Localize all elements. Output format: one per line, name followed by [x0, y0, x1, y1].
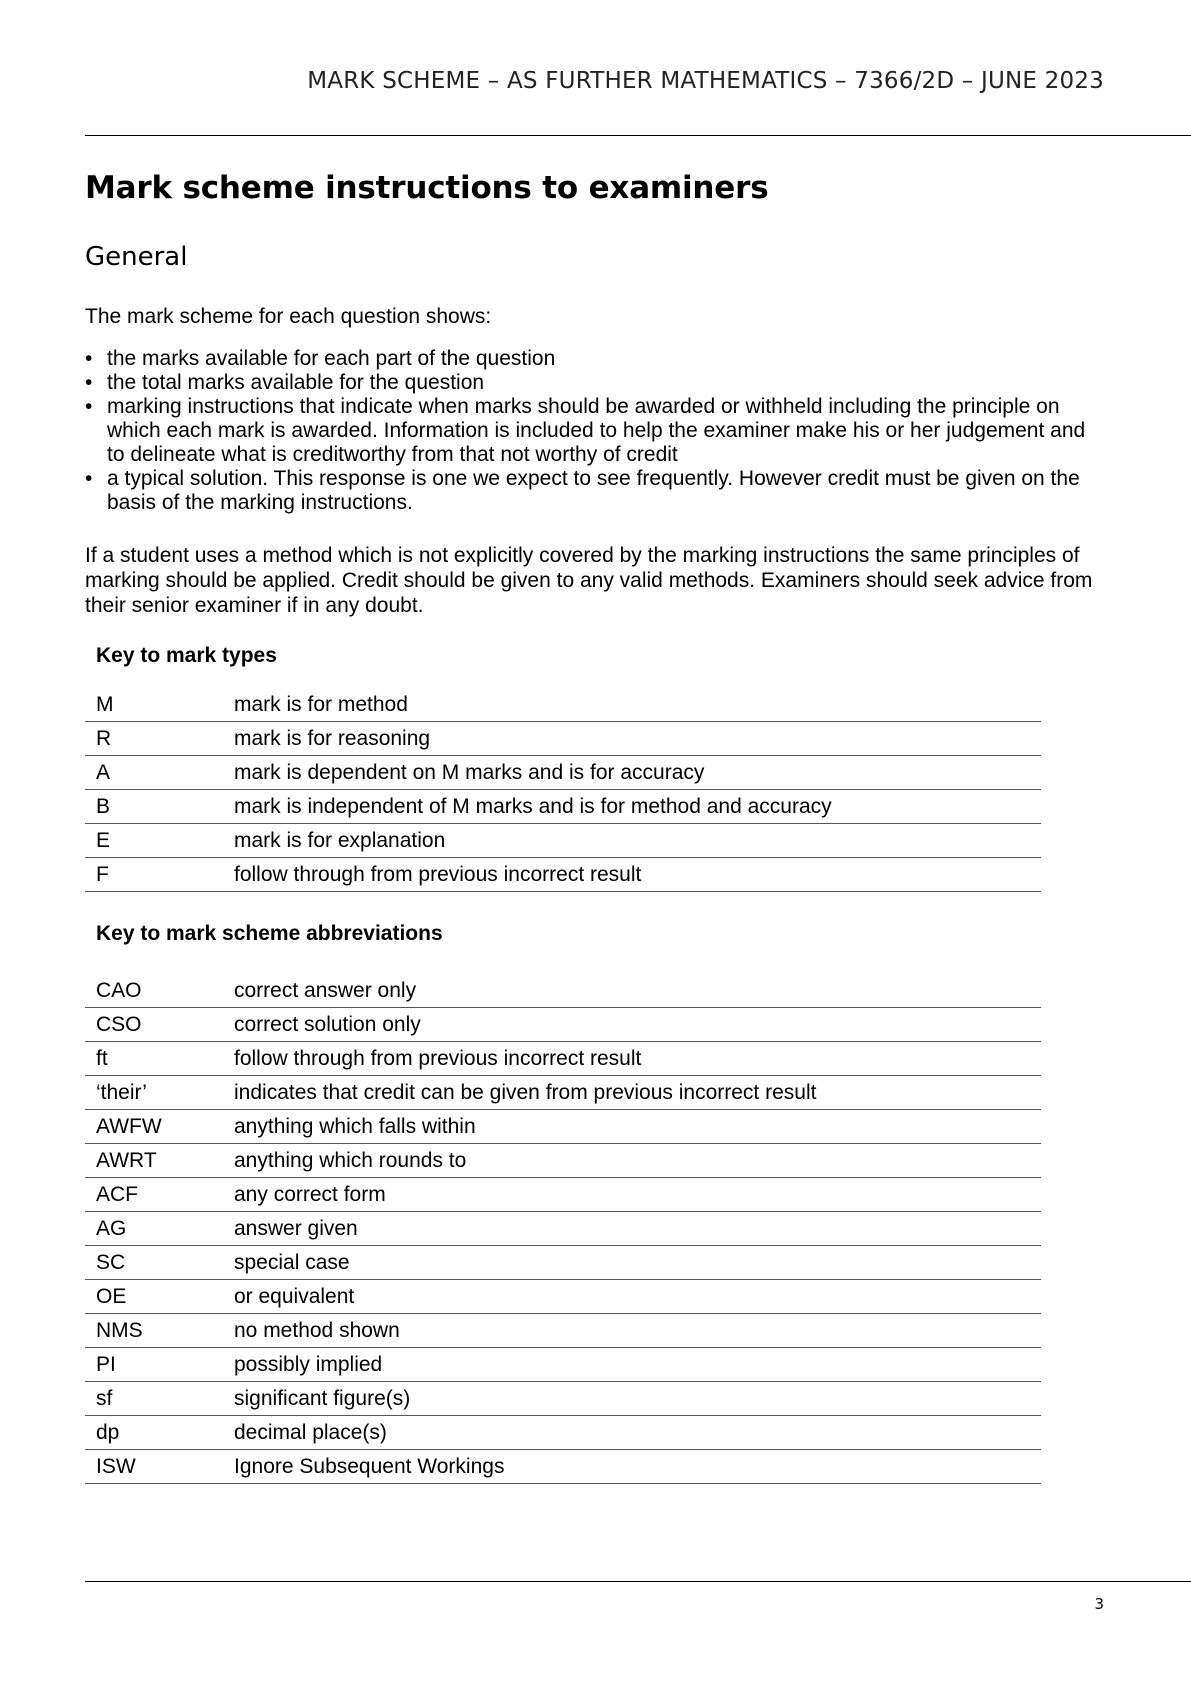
mark-meaning: mark is independent of M marks and is for method and accuracy: [234, 790, 1041, 824]
table-row: [85, 688, 1041, 722]
abbreviation-meaning: correct answer only: [234, 978, 417, 1002]
abbreviation-code: AWFW: [85, 1110, 234, 1144]
abbreviation-meaning: significant figure(s): [234, 1382, 1041, 1416]
abbreviation-code: AWRT: [85, 1144, 234, 1178]
abbreviation-code: sf: [85, 1382, 234, 1416]
mark-scheme-contents-list: [85, 347, 1105, 515]
page-content: [85, 170, 1105, 1484]
abbreviation-code: AG: [85, 1212, 234, 1246]
mark-meaning: mark is for explanation: [234, 824, 1041, 858]
abbreviation-code: CSO: [85, 1008, 234, 1042]
abbreviation-code: ft: [85, 1042, 234, 1076]
mark-meaning: mark is for reasoning: [234, 722, 1041, 756]
list-item: • the marks available for each part of the question: [85, 347, 1105, 371]
table-row: [85, 790, 1041, 824]
abbreviation-code: NMS: [85, 1314, 234, 1348]
abbreviation-meaning: correct solution only: [234, 1008, 1041, 1042]
table-row: [85, 1280, 1041, 1314]
abbreviation-meaning: decimal place(s): [234, 1416, 1041, 1450]
mark-code: B: [85, 790, 234, 824]
table-row: [85, 1178, 1041, 1212]
mark-meaning: mark is for method: [234, 692, 408, 716]
table-row: [85, 1076, 1041, 1110]
abbreviation-meaning: possibly implied: [234, 1348, 1041, 1382]
table-row: [85, 858, 1041, 892]
method-guidance-paragraph: If a student uses a method which is not explicitly covered by the marking instructions the same principles of marking should be applied. Credit should be given to any valid methods. Examiners should seek advice from their senior examiner if in any doubt.: [85, 544, 1093, 617]
list-item: • a typical solution. This response is one we expect to see frequently. However credit must be given on the basis of the marking instructions.: [85, 467, 1105, 515]
table-row: [85, 1008, 1041, 1042]
abbreviation-code: ‘their’: [85, 1076, 234, 1110]
table-row: [85, 1450, 1041, 1484]
mark-types-title: Key to mark types: [96, 644, 277, 667]
table-row: [85, 1144, 1041, 1178]
table-row: [85, 1416, 1041, 1450]
running-header: MARK SCHEME – AS FURTHER MATHEMATICS – 7366/2D – JUNE 2023: [307, 68, 1104, 94]
page-number: 3: [1094, 1595, 1104, 1613]
footer-divider: [85, 1581, 1191, 1582]
table-row: [85, 1212, 1041, 1246]
section-heading-general: General: [85, 242, 188, 272]
abbreviation-code: ISW: [85, 1450, 234, 1484]
abbreviation-code: dp: [85, 1416, 234, 1450]
abbreviation-meaning: special case: [234, 1246, 1041, 1280]
abbreviation-meaning: follow through from previous incorrect result: [234, 1042, 1041, 1076]
mark-types-table: [85, 688, 1041, 892]
mark-code: M: [96, 692, 114, 716]
page-title: Mark scheme instructions to examiners: [85, 170, 769, 206]
abbreviation-meaning: Ignore Subsequent Workings: [234, 1450, 1041, 1484]
abbreviation-meaning: anything which rounds to: [234, 1144, 1041, 1178]
mark-code: R: [85, 722, 234, 756]
abbreviation-code: PI: [85, 1348, 234, 1382]
table-row: [85, 1110, 1041, 1144]
table-row: [85, 756, 1041, 790]
abbreviation-meaning: anything which falls within: [234, 1110, 1041, 1144]
abbreviation-meaning: no method shown: [234, 1314, 1041, 1348]
mark-code: F: [85, 858, 234, 892]
table-row: [85, 1382, 1041, 1416]
abbreviation-code: ACF: [85, 1178, 234, 1212]
table-row: [85, 974, 1041, 1008]
abbreviation-meaning: any correct form: [234, 1178, 1041, 1212]
mark-code: A: [85, 756, 234, 790]
mark-meaning: follow through from previous incorrect result: [234, 858, 1041, 892]
table-row: [85, 1348, 1041, 1382]
intro-text: The mark scheme for each question shows:: [85, 305, 492, 328]
table-row: [85, 1042, 1041, 1076]
abbreviations-title: Key to mark scheme abbreviations: [96, 922, 443, 945]
header-divider: [85, 135, 1191, 136]
table-row: [85, 1314, 1041, 1348]
abbreviations-table: [85, 974, 1041, 1484]
list-item: • the total marks available for the question: [85, 371, 1105, 395]
mark-code: E: [85, 824, 234, 858]
table-row: [85, 824, 1041, 858]
abbreviation-code: SC: [85, 1246, 234, 1280]
abbreviation-meaning: answer given: [234, 1212, 1041, 1246]
abbreviation-meaning: indicates that credit can be given from previous incorrect result: [234, 1076, 1041, 1110]
abbreviation-code: OE: [85, 1280, 234, 1314]
table-row: [85, 722, 1041, 756]
mark-meaning: mark is dependent on M marks and is for accuracy: [234, 756, 1041, 790]
abbreviation-code: CAO: [96, 978, 142, 1002]
list-item: • marking instructions that indicate when marks should be awarded or withheld including the principle on which each mark is awarded. Information is included to help the examiner make his or her judgement and to delineate what is creditworthy from that not worthy of credit: [85, 395, 1105, 467]
abbreviation-meaning: or equivalent: [234, 1280, 1041, 1314]
table-row: [85, 1246, 1041, 1280]
